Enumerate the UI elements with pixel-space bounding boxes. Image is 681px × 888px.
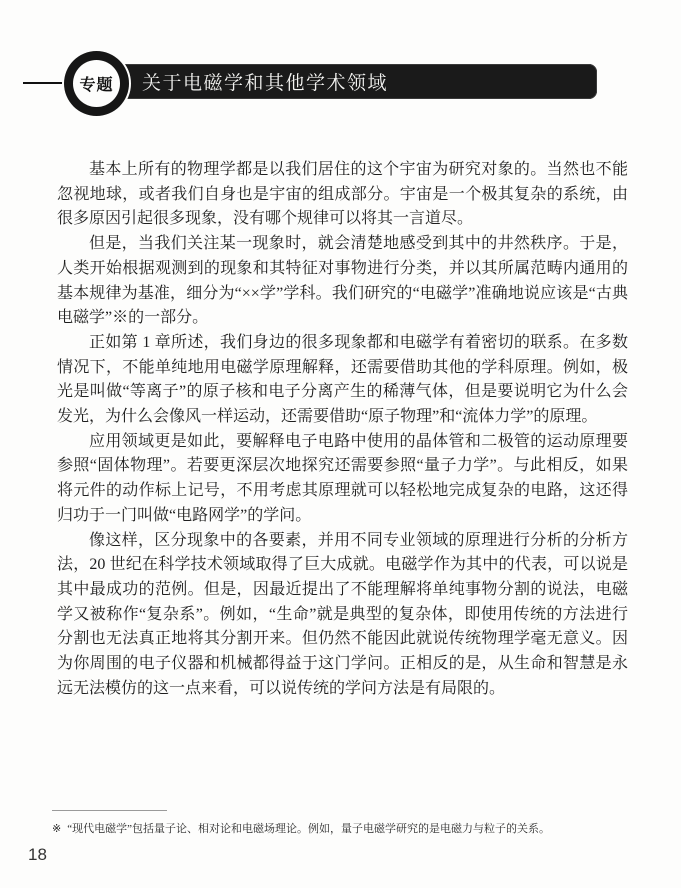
header-lead-line	[23, 82, 67, 84]
header-title: 关于电磁学和其他学术领域	[142, 73, 389, 94]
badge-inner-circle	[73, 60, 120, 107]
paragraph: 但是，当我们关注某一现象时，就会清楚地感受到其中的井然秩序。于是，人类开始根据观测到的现象和其特征对事物进行分类，并以其所属范畴内通用的基本规律为基准，细分为“××学”学科。我们研究的“电磁学”准确地说应该是“古典电磁学”※的一部分。	[57, 235, 628, 327]
article-body	[57, 158, 628, 701]
column-badge	[64, 51, 129, 116]
paragraph: 应用领域更是如此，要解释电子电路中使用的晶体管和二极管的运动原理要参照“固体物理”。若要更深层次地探究还需要参照“量子力学”。与此相反，如果将元件的动作标上记号，不用考虑其原理就可以轻松地完成复杂的电路，这还得归功于一门叫做“电路网学”的学问。	[57, 432, 628, 524]
header-title-bar	[108, 64, 597, 99]
badge-label: 专题	[79, 77, 114, 94]
paragraph: 正如第 1 章所述，我们身边的很多现象都和电磁学有着密切的联系。在多数情况下，不能单纯地用电磁学原理解释，还需要借助其他的学科原理。例如，极光是叫做“等离子”的原子核和电子分离产生的稀薄气体，但是要说明它为什么会发光，为什么会像风一样运动，还需要借助“原子物理”和“流体力学”的原理。	[57, 333, 628, 426]
footnote-divider	[52, 810, 167, 811]
footnote-marker: ※	[52, 823, 62, 835]
footnote-text: “现代电磁学”包括量子论、相对论和电磁场理论。例如，量子电磁学研究的是电磁力与粒子的关系。	[67, 823, 550, 835]
paragraph: 像这样，区分现象中的各要素，并用不同专业领域的原理进行分析的分析方法，20 世纪在科学技术领域取得了巨大成就。电磁学作为其中的代表，可以说是其中最成功的范例。但是，因最近提出了不能理解将单纯事物分割的说法，电磁学又被称作“复杂系”。例如，“生命”就是典型的复杂体，即使用传统的方法进行分割也无法真正地将其分割开来。但仍然不能因此就说传统物理学毫无意义。因为你周围的电子仪器和机械都得益于这门学问。正相反的是，从生命和智慧是永远无法模仿的这一点来看，可以说传统的学问方法是有局限的。	[57, 531, 628, 697]
footnote	[52, 822, 622, 837]
paragraph: 基本上所有的物理学都是以我们居住的这个宇宙为研究对象的。当然也不能忽视地球，或者我们自身也是宇宙的组成部分。宇宙是一个极其复杂的系统，由很多原因引起很多现象，没有哪个规律可以将其一言道尽。	[57, 161, 628, 228]
page-number: 18	[28, 845, 47, 864]
